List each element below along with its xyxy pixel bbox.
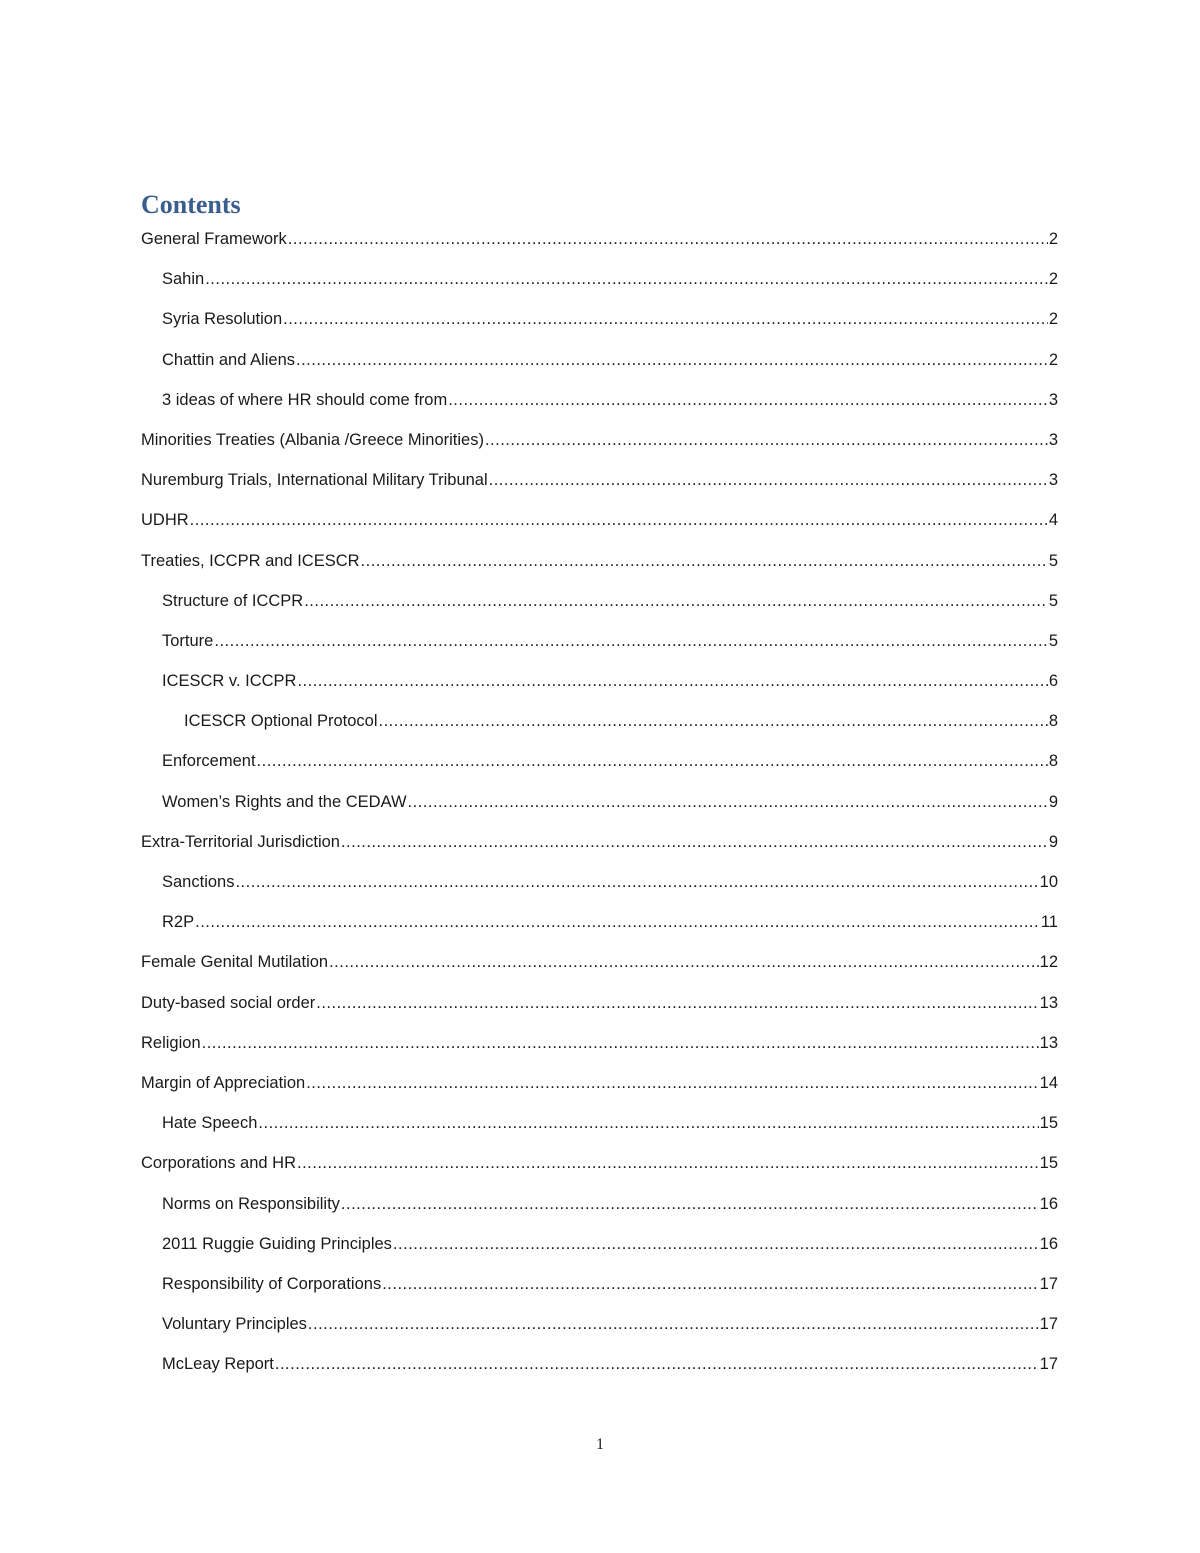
toc-entry-page: 17 <box>1039 1274 1058 1293</box>
toc-entry-label: Female Genital Mutilation <box>141 953 329 972</box>
toc-entry[interactable] <box>141 748 1058 788</box>
toc-entry-label: ICESCR v. ICCPR <box>162 672 297 691</box>
toc-entry[interactable] <box>141 507 1058 547</box>
toc-entry-page: 13 <box>1039 993 1058 1012</box>
page-number: 1 <box>596 1436 604 1453</box>
toc-entry-label: Voluntary Principles <box>162 1315 307 1334</box>
toc-entry-page: 8 <box>1048 752 1058 771</box>
toc-entry-label: UDHR <box>141 511 189 530</box>
toc-dot-leader <box>214 628 1047 654</box>
toc-dot-leader <box>485 427 1048 453</box>
toc-entry-label: Corporations and HR <box>141 1154 296 1173</box>
toc-entry[interactable] <box>141 1191 1058 1231</box>
toc-entry-page: 15 <box>1039 1154 1058 1173</box>
toc-entry-label: Nuremburg Trials, International Military Tribunal <box>141 471 488 490</box>
toc-entry-page: 17 <box>1039 1355 1058 1374</box>
toc-dot-leader <box>361 548 1048 574</box>
toc-entry-page: 16 <box>1039 1234 1058 1253</box>
toc-entry[interactable] <box>141 588 1058 628</box>
toc-dot-leader <box>195 909 1040 935</box>
toc-title: Contents <box>141 190 241 219</box>
toc-entry-page: 8 <box>1048 712 1058 731</box>
toc-dot-leader <box>258 1110 1038 1136</box>
toc-entry-label: Margin of Appreciation <box>141 1073 306 1092</box>
toc-entry[interactable] <box>141 1110 1058 1150</box>
toc-entry-label: 2011 Ruggie Guiding Principles <box>162 1234 392 1253</box>
toc-dot-leader <box>448 387 1048 413</box>
toc-entry[interactable] <box>141 1150 1058 1190</box>
toc-entry[interactable] <box>141 949 1058 989</box>
toc-entry-label: Chattin and Aliens <box>162 350 296 369</box>
toc-dot-leader <box>275 1351 1039 1377</box>
toc-entry[interactable] <box>141 1271 1058 1311</box>
toc-entry[interactable] <box>141 467 1058 507</box>
toc-entry[interactable] <box>141 1351 1058 1391</box>
toc-entry[interactable] <box>141 548 1058 588</box>
toc-entry-label: Minorities Treaties (Albania /Greece Minorities) <box>141 430 484 449</box>
toc-entry-label: Duty-based social order <box>141 993 316 1012</box>
toc-dot-leader <box>316 990 1038 1016</box>
toc-dot-leader <box>489 467 1048 493</box>
toc-dot-leader <box>288 226 1048 252</box>
toc-entry-page: 5 <box>1048 591 1058 610</box>
toc-entry-label: Religion <box>141 1033 201 1052</box>
toc-dot-leader <box>202 1030 1039 1056</box>
toc-entry-label: Treaties, ICCPR and ICESCR <box>141 551 360 570</box>
toc-entry-label: Torture <box>162 631 214 650</box>
toc-entry[interactable] <box>141 266 1058 306</box>
toc-dot-leader <box>257 748 1048 774</box>
toc-entry-label: Sahin <box>162 270 205 289</box>
toc-dot-leader <box>329 949 1039 975</box>
toc-entry[interactable] <box>141 990 1058 1030</box>
toc-entry[interactable] <box>141 628 1058 668</box>
toc-entry-page: 5 <box>1048 631 1058 650</box>
toc-entry-label: Extra-Territorial Jurisdiction <box>141 832 340 851</box>
toc-entry[interactable] <box>141 1311 1058 1351</box>
toc-entry-label: Responsibility of Corporations <box>162 1274 382 1293</box>
toc-entry[interactable] <box>141 387 1058 427</box>
toc-entry[interactable] <box>141 1070 1058 1110</box>
toc-dot-leader <box>283 306 1048 332</box>
toc-entry-page: 6 <box>1048 672 1058 691</box>
toc-entry[interactable] <box>141 789 1058 829</box>
toc-entry-page: 12 <box>1039 953 1058 972</box>
toc-dot-leader <box>341 1191 1039 1217</box>
toc-dot-leader <box>190 507 1048 533</box>
toc-entry-page: 3 <box>1048 430 1058 449</box>
toc-dot-leader <box>308 1311 1039 1337</box>
toc-dot-leader <box>306 1070 1038 1096</box>
toc-entry-page: 3 <box>1048 390 1058 409</box>
toc-entry-page: 14 <box>1039 1073 1058 1092</box>
table-of-contents <box>141 226 1058 1391</box>
toc-entry-page: 9 <box>1048 792 1058 811</box>
toc-entry[interactable] <box>141 1030 1058 1070</box>
toc-entry-label: 3 ideas of where HR should come from <box>162 390 448 409</box>
toc-dot-leader <box>296 347 1048 373</box>
toc-entry-label: Sanctions <box>162 873 235 891</box>
toc-entry-label: Enforcement <box>162 752 256 771</box>
toc-entry-page: 2 <box>1048 270 1058 289</box>
toc-dot-leader <box>205 266 1048 292</box>
toc-entry-page: 15 <box>1039 1114 1058 1133</box>
toc-entry[interactable] <box>141 869 1058 909</box>
toc-entry-label: Norms on Responsibility <box>162 1194 340 1213</box>
toc-dot-leader <box>341 829 1048 855</box>
toc-entry-page: 10 <box>1039 873 1058 891</box>
toc-entry-page: 2 <box>1048 350 1058 369</box>
toc-entry[interactable] <box>141 829 1058 869</box>
toc-entry-label: Syria Resolution <box>162 310 283 329</box>
toc-entry-page: 16 <box>1039 1194 1058 1213</box>
toc-entry-page: 5 <box>1048 551 1058 570</box>
toc-dot-leader <box>304 588 1048 614</box>
toc-entry[interactable] <box>141 306 1058 346</box>
toc-entry[interactable] <box>141 708 1058 748</box>
toc-entry-label: Structure of ICCPR <box>162 591 304 610</box>
toc-entry-page: 3 <box>1048 471 1058 490</box>
toc-entry-page: 9 <box>1048 832 1058 851</box>
toc-entry[interactable] <box>141 427 1058 467</box>
toc-entry-page: 2 <box>1048 230 1058 248</box>
toc-entry[interactable] <box>141 226 1058 266</box>
toc-entry[interactable] <box>141 668 1058 708</box>
toc-dot-leader <box>379 708 1048 734</box>
toc-entry-label: R2P <box>162 913 195 932</box>
toc-dot-leader <box>297 1150 1039 1176</box>
toc-entry[interactable] <box>141 1231 1058 1271</box>
toc-dot-leader <box>408 789 1048 815</box>
toc-dot-leader <box>235 869 1038 895</box>
toc-entry-page: 11 <box>1040 913 1058 932</box>
toc-entry-page: 13 <box>1039 1033 1058 1052</box>
toc-entry-page: 17 <box>1039 1315 1058 1334</box>
toc-entry-label: ICESCR Optional Protocol <box>184 712 378 731</box>
toc-entry-label: Hate Speech <box>162 1114 258 1133</box>
toc-dot-leader <box>382 1271 1038 1297</box>
toc-dot-leader <box>297 668 1047 694</box>
toc-dot-leader <box>393 1231 1039 1257</box>
toc-entry-label: McLeay Report <box>162 1355 274 1374</box>
toc-entry-page: 4 <box>1048 511 1058 530</box>
toc-entry-page: 2 <box>1048 310 1058 329</box>
toc-entry-label: Women’s Rights and the CEDAW <box>162 792 407 811</box>
toc-entry[interactable] <box>141 347 1058 387</box>
toc-entry-label: General Framework <box>141 230 287 248</box>
toc-entry[interactable] <box>141 909 1058 949</box>
